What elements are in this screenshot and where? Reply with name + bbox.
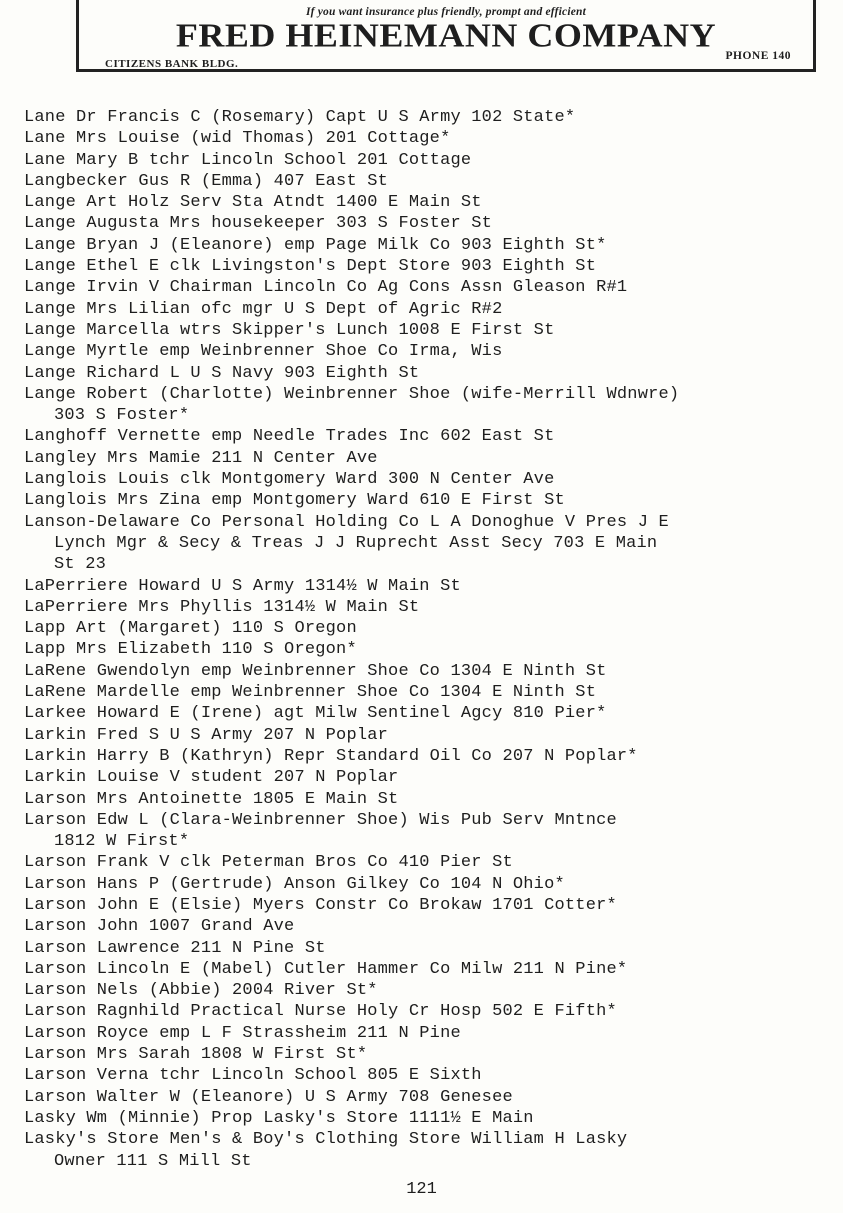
- directory-entry-continuation: Owner 111 S Mill St: [54, 1151, 252, 1171]
- directory-entry: Lasky's Store Men's & Boy's Clothing Store William H Lasky: [24, 1130, 628, 1150]
- directory-entry: Langley Mrs Mamie 211 N Center Ave: [24, 448, 378, 468]
- directory-entry-continuation: 303 S Foster*: [54, 406, 190, 426]
- directory-entry: Lange Ethel E clk Livingston's Dept Store 903 Eighth St: [24, 257, 597, 277]
- directory-entry: Larkee Howard E (Irene) agt Milw Sentinel Agcy 810 Pier*: [24, 704, 607, 724]
- directory-entry: Larson Verna tchr Lincoln School 805 E Sixth: [24, 1066, 482, 1086]
- directory-entry: Larson John 1007 Grand Ave: [24, 917, 295, 937]
- directory-entry: Lange Irvin V Chairman Lincoln Co Ag Cons Assn Gleason R#1: [24, 278, 628, 298]
- directory-entry: Larson Hans P (Gertrude) Anson Gilkey Co 104 N Ohio*: [24, 874, 565, 894]
- directory-entry: Larkin Fred S U S Army 207 N Poplar: [24, 725, 389, 745]
- directory-entry: Lange Robert (Charlotte) Weinbrenner Shoe (wife-Merrill Wdnwre): [24, 384, 680, 404]
- directory-entry: Larson Ragnhild Practical Nurse Holy Cr Hosp 502 E Fifth*: [24, 1002, 617, 1022]
- directory-entry: Lasky Wm (Minnie) Prop Lasky's Store 1111½ E Main: [24, 1108, 534, 1128]
- directory-entry: Lange Richard L U S Navy 903 Eighth St: [24, 363, 420, 383]
- directory-entry: Lapp Mrs Elizabeth 110 S Oregon*: [24, 640, 357, 660]
- ad-company-name: FRED HEINEMANN COMPANY: [175, 16, 717, 55]
- directory-entry: Larson Edw L (Clara-Weinbrenner Shoe) Wis Pub Serv Mntnce: [24, 810, 617, 830]
- ad-tagline: If you want insurance plus friendly, prompt and efficient: [305, 6, 587, 18]
- directory-entry: Lange Myrtle emp Weinbrenner Shoe Co Irma, Wis: [24, 342, 503, 362]
- directory-entry: LaPerriere Howard U S Army 1314½ W Main St: [24, 576, 461, 596]
- directory-entry: Langbecker Gus R (Emma) 407 East St: [24, 171, 389, 191]
- directory-entry: Lane Mrs Louise (wid Thomas) 201 Cottage*: [24, 129, 451, 149]
- directory-entry: Larkin Harry B (Kathryn) Repr Standard Oil Co 207 N Poplar*: [24, 746, 638, 766]
- directory-entry: Lange Mrs Lilian ofc mgr U S Dept of Agric R#2: [24, 299, 503, 319]
- directory-entry: Lange Marcella wtrs Skipper's Lunch 1008 E First St: [24, 320, 555, 340]
- directory-entry: Larson Frank V clk Peterman Bros Co 410 Pier St: [24, 853, 513, 873]
- directory-entry-continuation: 1812 W First*: [54, 832, 190, 852]
- advertisement-banner: [76, 0, 816, 72]
- ad-phone: PHONE 140: [725, 50, 791, 62]
- directory-listing: [24, 107, 824, 1172]
- directory-entry: Larson Walter W (Eleanore) U S Army 708 Genesee: [24, 1087, 513, 1107]
- directory-entry: Larson Mrs Antoinette 1805 E Main St: [24, 789, 399, 809]
- directory-entry: Langlois Mrs Zina emp Montgomery Ward 610 E First St: [24, 491, 565, 511]
- directory-entry-continuation: Lynch Mgr & Secy & Treas J J Ruprecht Asst Secy 703 E Main: [54, 533, 658, 553]
- directory-entry: Lange Art Holz Serv Sta Atndt 1400 E Main St: [24, 193, 482, 213]
- directory-entry: Lane Dr Francis C (Rosemary) Capt U S Army 102 State*: [24, 108, 576, 127]
- directory-entry: Langlois Louis clk Montgomery Ward 300 N Center Ave: [24, 470, 555, 490]
- page-number: 121: [406, 1180, 437, 1199]
- directory-entry: Larson Nels (Abbie) 2004 River St*: [24, 981, 378, 1001]
- directory-entry: Lane Mary B tchr Lincoln School 201 Cottage: [24, 150, 472, 170]
- directory-entry: LaRene Gwendolyn emp Weinbrenner Shoe Co 1304 E Ninth St: [24, 661, 607, 681]
- directory-entry: LaRene Mardelle emp Weinbrenner Shoe Co 1304 E Ninth St: [24, 683, 597, 703]
- directory-entry: Langhoff Vernette emp Needle Trades Inc 602 East St: [24, 427, 555, 447]
- ad-address: CITIZENS BANK BLDG.: [105, 58, 239, 70]
- directory-entry: Lapp Art (Margaret) 110 S Oregon: [24, 619, 357, 639]
- directory-entry: Larkin Louise V student 207 N Poplar: [24, 768, 399, 788]
- directory-entry: Larson Lawrence 211 N Pine St: [24, 938, 326, 958]
- directory-entry-continuation: St 23: [54, 555, 107, 575]
- directory-entry: Lange Bryan J (Eleanore) emp Page Milk Co 903 Eighth St*: [24, 235, 607, 255]
- directory-entry: LaPerriere Mrs Phyllis 1314½ W Main St: [24, 597, 420, 617]
- directory-entry: Larson Royce emp L F Strassheim 211 N Pine: [24, 1023, 461, 1043]
- directory-entry: Lanson-Delaware Co Personal Holding Co L A Donoghue V Pres J E: [24, 512, 669, 532]
- directory-entry: Larson Lincoln E (Mabel) Cutler Hammer Co Milw 211 N Pine*: [24, 959, 628, 979]
- directory-entry: Larson Mrs Sarah 1808 W First St*: [24, 1045, 368, 1065]
- directory-entry: Lange Augusta Mrs housekeeper 303 S Foster St: [24, 214, 493, 234]
- directory-entry: Larson John E (Elsie) Myers Constr Co Brokaw 1701 Cotter*: [24, 895, 617, 915]
